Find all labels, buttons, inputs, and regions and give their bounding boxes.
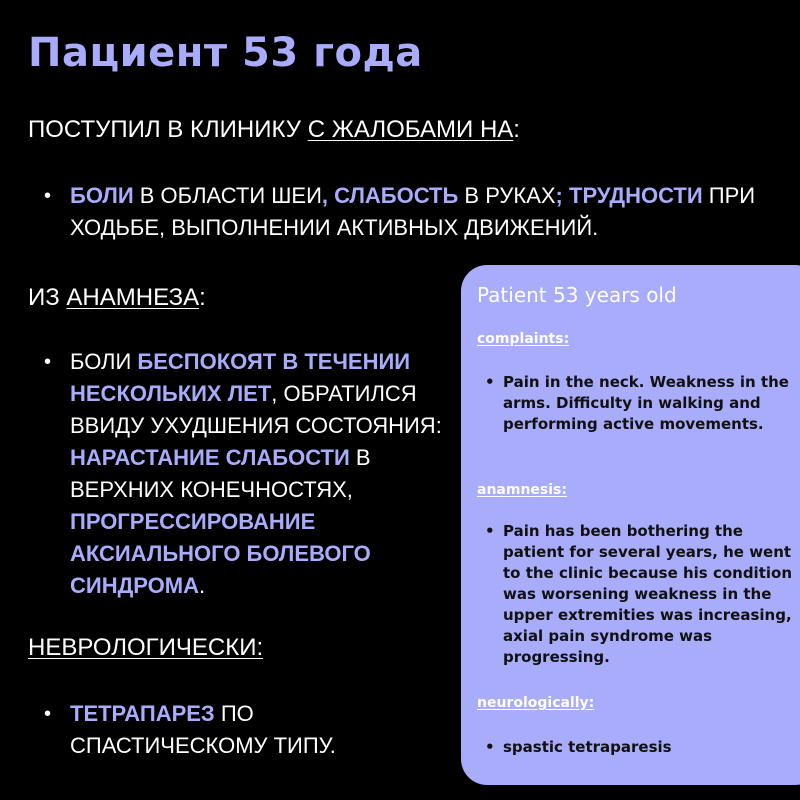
- anamnesis-heading: ИЗ АНАМНЕЗА:: [28, 284, 206, 311]
- complaints-bullet: • БОЛИ В ОБЛАСТИ ШЕИ, СЛАБОСТЬ В РУКАХ; ТРУДНОСТИ ПРИ ХОДЬБЕ, ВЫПОЛНЕНИИ АКТИВНЫХ ДВИЖЕНИЙ.: [70, 180, 770, 244]
- page-title: Пациент 53 года: [28, 30, 423, 76]
- bullet-dot: •: [485, 373, 495, 391]
- bullet-dot: •: [485, 738, 495, 756]
- card-complaints-label: complaints:: [477, 331, 570, 347]
- bullet-dot: •: [44, 185, 52, 207]
- card-complaints-item: • Pain in the neck. Weakness in the arms. Difficulty in walking and performing active movements.: [485, 373, 789, 433]
- neuro-bullet: • ТЕТРАПАРЕЗ ПО СПАСТИЧЕСКОМУ ТИПУ.: [70, 698, 430, 762]
- bullet-dot: •: [485, 522, 495, 540]
- card-title: Patient 53 years old: [477, 283, 677, 307]
- admission-heading: ПОСТУПИЛ В КЛИНИКУ С ЖАЛОБАМИ НА:: [28, 116, 520, 143]
- bullet-dot: •: [44, 351, 52, 373]
- card-neuro-item: • spastic tetraparesis: [485, 738, 672, 756]
- card-anamnesis-item: • Pain has been bothering the patient for several years, he went to the clinic because his condition was worsening weakness in the upper extremities was increasing, axial pain syndrome was progressing.: [485, 522, 792, 666]
- english-summary-card: [461, 265, 800, 785]
- card-neuro-label: neurologically:: [477, 695, 595, 711]
- card-anamnesis-label: anamnesis:: [477, 482, 567, 498]
- anamnesis-bullet: • БОЛИ БЕСПОКОЯТ В ТЕЧЕНИИ НЕСКОЛЬКИХ ЛЕТ, ОБРАТИЛСЯ ВВИДУ УХУДШЕНИЯ СОСТОЯНИЯ: НАРАСТАНИЕ СЛАБОСТИ В ВЕРХНИХ КОНЕЧНОСТЯХ, ПРОГРЕССИРОВАНИЕ АКСИАЛЬНОГО БОЛЕВОГО СИНДРОМА.: [70, 346, 450, 602]
- bullet-dot: •: [44, 703, 52, 725]
- neuro-heading: НЕВРОЛОГИЧЕСКИ:: [28, 634, 264, 661]
